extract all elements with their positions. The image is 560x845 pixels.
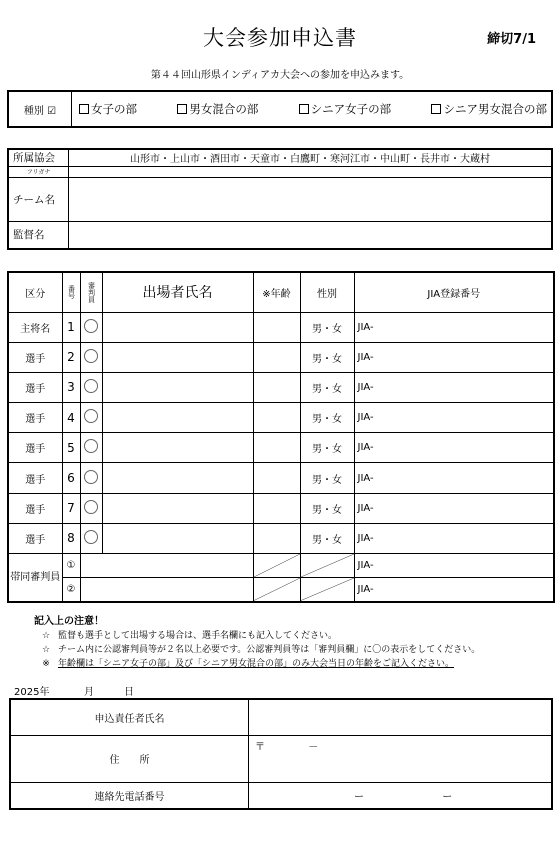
player-gender[interactable]: 男・女 [300,463,354,493]
circle-icon[interactable] [84,530,98,544]
player-row [8,372,554,402]
player-name-field[interactable] [102,433,253,463]
player-age-field[interactable] [253,433,300,463]
checkbox-icon[interactable] [177,104,187,114]
player-age-field[interactable] [253,312,300,342]
association-list[interactable]: 山形市・上山市・酒田市・天童市・白鷹町・寒河江市・中山町・長井市・大蔵村 [69,149,553,166]
accompany-jia-field[interactable]: JIA- [354,578,554,602]
player-age-field[interactable] [253,493,300,523]
player-row [8,403,554,433]
circle-icon[interactable] [84,470,98,484]
age-slash [253,554,300,578]
notes-title: 記入上の注意！ [34,616,104,627]
player-row [8,523,554,553]
team-label: チーム名 [8,177,69,221]
referee-circle[interactable] [80,463,102,493]
accompany-row-2 [8,578,554,602]
date-year: 2025年 [14,687,50,698]
accompany-label: 帯同審判員 [8,554,62,602]
player-role: 選手 [8,403,62,433]
player-role: 主将名 [8,312,62,342]
player-row [8,342,554,372]
coach-label: 監督名 [8,221,69,249]
player-jia-field[interactable]: JIA- [354,493,554,523]
player-gender[interactable]: 男・女 [300,312,354,342]
player-row [8,493,554,523]
contact-table [9,698,553,810]
referee-circle[interactable] [80,342,102,372]
player-jia-field[interactable]: JIA- [354,312,554,342]
header-jia: JIA登録番号 [354,272,554,312]
date-month: 月 [84,687,94,698]
header-number: 番号 [62,272,80,312]
accompany-name-field[interactable] [80,554,253,578]
address-label: 住 所 [10,735,249,782]
accompany-number: ① [62,554,80,578]
player-gender[interactable]: 男・女 [300,403,354,433]
age-slash [253,578,300,602]
player-name-field[interactable] [102,523,253,553]
association-label: 所属協会 [8,149,69,166]
player-row [8,433,554,463]
responsible-label: 申込責任者氏名 [10,699,249,735]
referee-circle[interactable] [80,433,102,463]
circle-icon[interactable] [84,439,98,453]
header-category: 区分 [8,272,62,312]
accompany-jia-field[interactable]: JIA- [354,554,554,578]
category-label: 種別 ☑ [9,92,72,126]
header-referee: 審判員 [80,272,102,312]
phone-dash: ー [354,791,364,803]
header-name: 出場者氏名 [102,272,253,312]
association-table [7,148,553,250]
referee-circle[interactable] [80,493,102,523]
referee-circle[interactable] [80,403,102,433]
circle-icon[interactable] [84,500,98,514]
coach-name-field[interactable] [69,221,553,249]
category-option-senior-women[interactable]: シニア女子の部 [299,101,392,117]
player-gender[interactable]: 男・女 [300,372,354,402]
circle-icon[interactable] [84,319,98,333]
postal-dash: － [308,741,319,753]
circle-icon[interactable] [84,379,98,393]
player-role: 選手 [8,463,62,493]
note-item: ☆ 監督も選手として出場する場合は、選手名欄にも記入してください。 [41,631,338,641]
category-options [79,92,547,126]
player-role: 選手 [8,433,62,463]
player-role: 選手 [8,342,62,372]
player-name-field[interactable] [102,342,253,372]
player-number: 7 [62,493,80,523]
player-number: 4 [62,403,80,433]
player-number: 3 [62,372,80,402]
notes-section [34,615,480,671]
deadline-label: 締切7/1 [487,32,536,47]
player-age-field[interactable] [253,403,300,433]
furigana-label: フリガナ [8,166,69,177]
note-item: ※ 年齢欄は「シニア女子の部」及び「シニア男女混合の部」のみ大会当日の年齢をご記入ください。 [42,659,455,669]
category-option-women[interactable]: 女子の部 [79,101,137,117]
category-option-mixed[interactable]: 男女混合の部 [177,101,258,117]
phone-field[interactable] [249,782,553,809]
category-box [7,90,553,128]
page-subtitle: 第４４回山形県インディアカ大会への参加を申込みます。 [150,70,410,81]
referee-circle[interactable] [80,372,102,402]
player-jia-field[interactable]: JIA- [354,523,554,553]
player-number: 8 [62,523,80,553]
player-jia-field[interactable]: JIA- [354,372,554,402]
date-line [14,683,134,698]
player-name-field[interactable] [102,312,253,342]
player-age-field[interactable] [253,342,300,372]
player-gender[interactable]: 男・女 [300,433,354,463]
player-jia-field[interactable]: JIA- [354,342,554,372]
player-number: 1 [62,312,80,342]
accompany-row-1 [8,554,554,578]
address-field[interactable] [249,735,553,782]
circle-icon[interactable] [84,409,98,423]
phone-dash: ー [442,791,453,803]
circle-icon[interactable] [84,349,98,363]
player-age-field[interactable] [253,372,300,402]
accompany-name-field[interactable] [80,578,253,602]
postal-mark: 〒 [255,741,265,753]
checkbox-icon[interactable] [299,104,309,114]
player-role: 選手 [8,372,62,402]
furigana-field[interactable] [69,166,553,177]
accompany-number: ② [62,578,80,602]
page-title: 大会参加申込書 [203,26,357,50]
note-item: ☆ チーム内に公認審判員等が２名以上必要です。公認審判員等は「審判員欄」に〇の表示をしてください。 [41,645,481,655]
referee-circle[interactable] [80,312,102,342]
player-gender[interactable]: 男・女 [300,342,354,372]
player-number: 2 [62,342,80,372]
header-age: ※年齢 [253,272,300,312]
player-row [8,463,554,493]
player-role: 選手 [8,493,62,523]
player-jia-field[interactable]: JIA- [354,433,554,463]
checkbox-icon[interactable] [431,104,441,114]
player-number: 6 [62,463,80,493]
player-jia-field[interactable]: JIA- [354,403,554,433]
responsible-name-field[interactable] [249,699,553,735]
player-number: 5 [62,433,80,463]
gender-slash [300,578,354,602]
player-jia-field[interactable]: JIA- [354,463,554,493]
checkbox-icon[interactable] [79,104,89,114]
phone-label: 連絡先電話番号 [10,782,249,809]
player-gender[interactable]: 男・女 [300,493,354,523]
player-name-field[interactable] [102,372,253,402]
player-name-field[interactable] [102,463,253,493]
player-name-field[interactable] [102,403,253,433]
category-option-senior-mixed[interactable]: シニア男女混合の部 [431,101,547,117]
player-role: 選手 [8,523,62,553]
gender-slash [300,554,354,578]
referee-circle[interactable] [80,523,102,553]
header-gender: 性別 [300,272,354,312]
player-name-field[interactable] [102,493,253,523]
roster-table [7,271,555,603]
player-age-field[interactable] [253,463,300,493]
player-gender[interactable]: 男・女 [300,523,354,553]
date-day: 日 [124,687,134,698]
player-row [8,312,554,342]
team-name-field[interactable] [69,177,553,221]
player-age-field[interactable] [253,523,300,553]
